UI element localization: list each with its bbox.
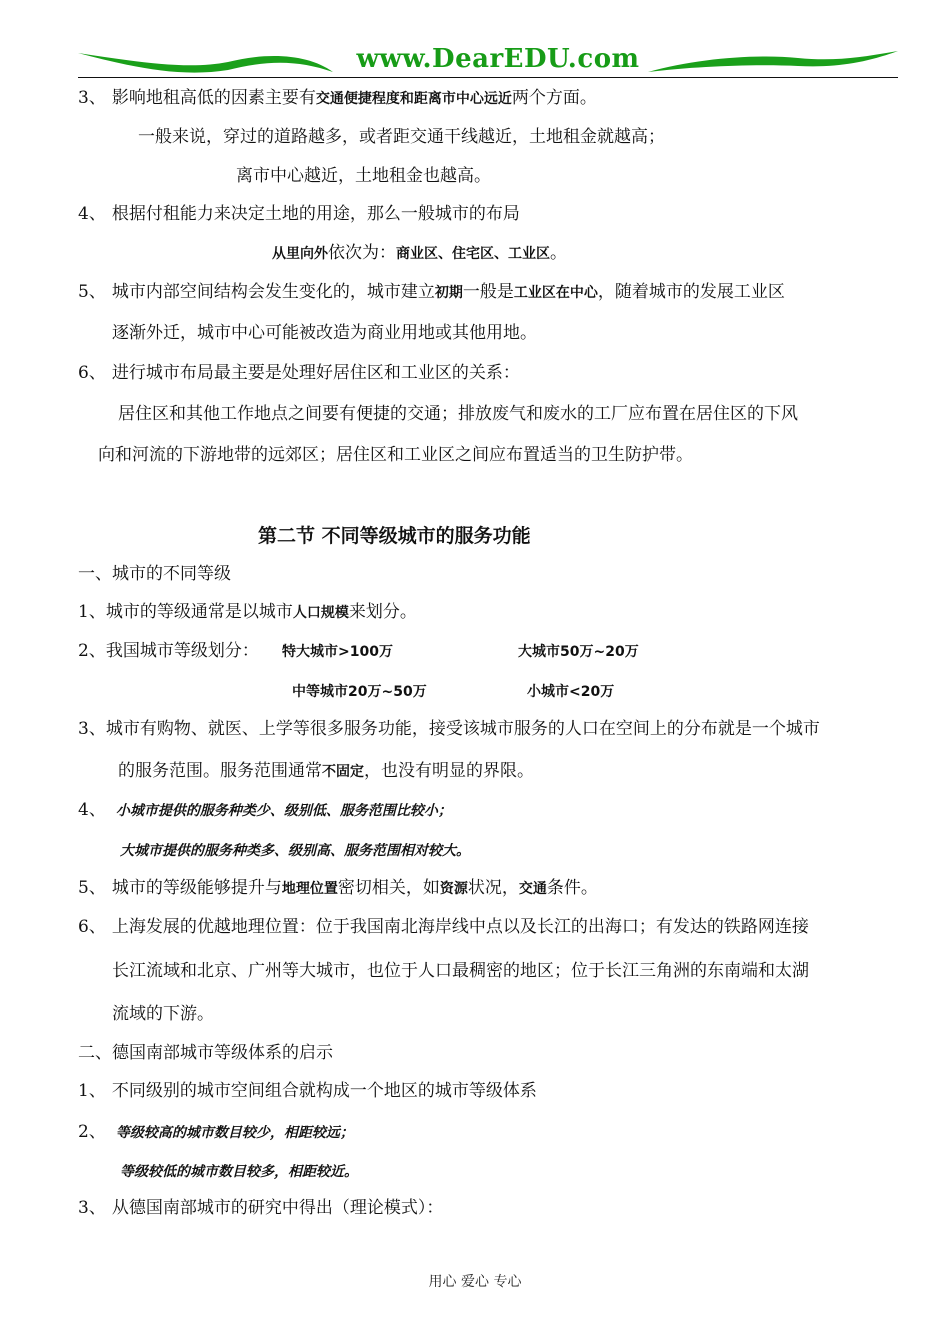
- bold-italic-text: 等级较低的城市数目较多，相距较近。: [120, 1164, 358, 1180]
- text: 条件。: [546, 878, 598, 898]
- item-number: 5、: [78, 282, 106, 302]
- p1-item-3: [78, 718, 820, 740]
- p1-item-6: [78, 916, 809, 938]
- part-1-heading: 一、城市的不同等级: [78, 564, 231, 584]
- p1-item-4: [78, 799, 452, 822]
- bold-italic-text: 大城市提供的服务种类多、级别高、服务范围相对较大。: [120, 843, 470, 859]
- text: 根据付租能力来决定土地的用途，那么一般城市的布局: [111, 204, 520, 224]
- section-title: 第二节 不同等级城市的服务功能: [258, 525, 531, 547]
- text: 。: [550, 243, 567, 263]
- bold-text: 大城市: [518, 644, 560, 660]
- header-banner: [78, 44, 898, 78]
- text: 城市有购物、就医、上学等很多服务功能，接受该城市服务的人口在空间上的分布就是一个城市: [105, 719, 820, 739]
- bold-italic-text: 等级较高的城市数目较少，相距较远；: [115, 1125, 354, 1141]
- item-4-land-use: [78, 203, 520, 225]
- text: 依次为：: [328, 243, 396, 263]
- text: 影响地租高低的因素主要有: [111, 88, 316, 108]
- item-number: 6、: [78, 363, 106, 383]
- text: 的服务范围。服务范围通常: [118, 761, 322, 781]
- bold-text: 工业区在中心: [513, 285, 598, 301]
- bold-text: 人口规模: [292, 605, 349, 621]
- bold-text: 从里向外: [272, 246, 328, 262]
- text: 不同级别的城市空间组合就构成一个地区的城市等级体系: [111, 1081, 537, 1101]
- item-number: 4、: [78, 204, 106, 224]
- bold-text: >100万: [338, 644, 393, 660]
- item-number: 5、: [78, 878, 106, 898]
- page-footer: 用心 爱心 专心: [428, 1274, 522, 1290]
- item-5-cont: 逐渐外迁，城市中心可能被改造为商业用地或其他用地。: [112, 323, 537, 343]
- item-number: 3、: [78, 88, 106, 108]
- text: 一般是: [462, 282, 514, 302]
- text: 城市的等级能够提升与: [111, 878, 282, 898]
- p2-item-2: [78, 1121, 354, 1144]
- bold-text: 交通: [518, 881, 547, 897]
- bold-text: 地理位置: [281, 881, 338, 897]
- bold-text: <20万: [569, 684, 615, 700]
- p1-item-4-line2: [120, 839, 470, 862]
- text: 我国城市等级划分：: [105, 641, 259, 661]
- p1-item-3-cont: [118, 760, 534, 783]
- city-class-large: [518, 640, 639, 663]
- item-number: 2、: [78, 641, 106, 661]
- p2-item-2-line2: [120, 1160, 358, 1183]
- bold-text: 资源: [439, 881, 468, 897]
- item-number: 3、: [78, 1198, 106, 1218]
- item-3-sub2: 离市中心越近，土地租金也越高。: [236, 166, 491, 186]
- text: 两个方面。: [511, 88, 597, 108]
- bold-italic-text: 小城市提供的服务种类少、级别低、服务范围比较小；: [115, 803, 452, 819]
- text: ，随着城市的发展工业区: [597, 282, 785, 302]
- p1-item-6-line3: 流域的下游。: [112, 1004, 214, 1024]
- bold-text: 中等城市: [292, 684, 348, 700]
- header-divider: [78, 77, 898, 78]
- bold-text: 商业区、住宅区、工业区: [396, 246, 550, 262]
- p1-item-6-line2: 长江流域和北京、广州等大城市，也位于人口最稠密的地区；位于长江三角洲的东南端和太湖: [112, 961, 809, 981]
- item-4-sub: [272, 242, 567, 265]
- item-number: 4、: [78, 800, 106, 820]
- item-3-rent-factors: [78, 87, 597, 110]
- p1-item-5: [78, 877, 598, 900]
- item-6-layout: [78, 362, 520, 384]
- city-class-medium: [292, 680, 427, 703]
- item-5-structure-change: [78, 281, 785, 304]
- bold-text: 20万~50万: [348, 684, 427, 700]
- item-number: 1、: [78, 1081, 106, 1101]
- p1-item-2: [78, 640, 259, 662]
- city-class-mega: [282, 640, 393, 663]
- text: 城市内部空间结构会发生变化的，城市建立: [111, 282, 435, 302]
- item-number: 1、: [78, 602, 106, 622]
- bold-text: 特大城市: [282, 644, 338, 660]
- item-6-sub1: 居住区和其他工作地点之间要有便捷的交通；排放废气和废水的工厂应布置在居住区的下风: [118, 404, 798, 424]
- text: 从德国南部城市的研究中得出（理论模式）：: [111, 1198, 444, 1218]
- text: 密切相关，如: [337, 878, 440, 898]
- text: 进行城市布局最主要是处理好居住区和工业区的关系：: [111, 363, 520, 383]
- text: 来划分。: [348, 602, 417, 622]
- text: 状况，: [467, 878, 519, 898]
- bold-text: 交通便捷程度和距离市中心远近: [315, 91, 512, 107]
- p2-item-3: [78, 1197, 443, 1219]
- item-number: 2、: [78, 1122, 106, 1142]
- item-number: 6、: [78, 917, 106, 937]
- text: 上海发展的优越地理位置：位于我国南北海岸线中点以及长江的出海口；有发达的铁路网连接: [111, 917, 809, 937]
- text: ，也没有明显的界限。: [364, 761, 534, 781]
- bold-text: 初期: [434, 285, 463, 301]
- item-3-sub1: 一般来说，穿过的道路越多，或者距交通干线越近，土地租金就越高；: [138, 127, 665, 147]
- bold-text: 50万~20万: [560, 644, 639, 660]
- p1-item-1: [78, 601, 417, 624]
- item-number: 3、: [78, 719, 106, 739]
- bold-text: 小城市: [527, 684, 569, 700]
- city-class-small: [527, 680, 614, 703]
- bold-text: 不固定: [322, 764, 364, 780]
- part-2-heading: 二、德国南部城市等级体系的启示: [78, 1043, 333, 1063]
- p2-item-1: [78, 1080, 537, 1102]
- text: 城市的等级通常是以城市: [105, 602, 293, 622]
- item-6-sub2: 向和河流的下游地带的远郊区；居住区和工业区之间应布置适当的卫生防护带。: [98, 445, 693, 465]
- site-logo: www.DearEDU.com: [356, 44, 640, 74]
